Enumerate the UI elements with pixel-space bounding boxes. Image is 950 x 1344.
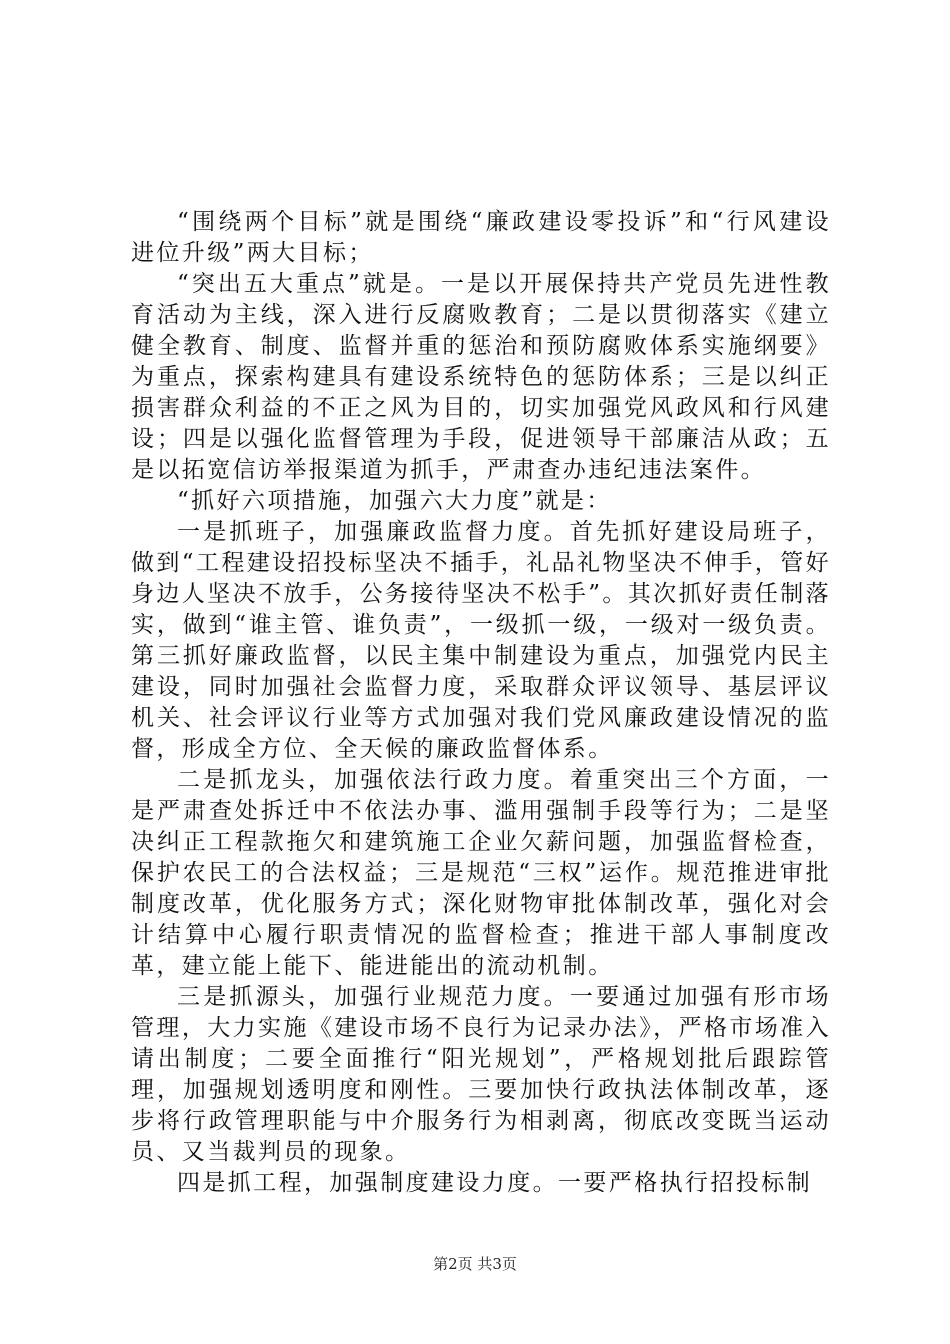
paragraph-measure-two: 二是抓龙头，加强依法行政力度。着重突出三个方面，一是严肃查处拆迁中不依法办事、滥用强制手段等行为；二是坚决纠正工程款拖欠和建筑施工企业欠薪问题，加强监督检查，保护农民工的合法权益；三是规范“三权”运作。规范推进审批制度改革，优化服务方式；深化财物审批体制改革，强化对会计结算中心履行职责情况的监督检查；推进干部人事制度改革，建立能上能下、能进能出的流动机制。 (131, 767, 831, 979)
paragraph-six-measures: “抓好六项措施，加强六大力度”就是： (177, 488, 612, 514)
body-text (131, 207, 831, 1199)
paragraph-five-priorities: “突出五大重点”就是。一是以开展保持共产党员先进性教育活动为主线，深入进行反腐败教育；二是以贯彻落实《建立健全教育、制度、监督并重的惩治和预防腐败体系实施纲要》为重点，探索构建具有建设系统特色的惩防体系；三是以纠正损害群众利益的不正之风为目的，切实加强党风政风和行风建设；四是以强化监督管理为手段，促进领导干部廉洁从政；五是以拓宽信访举报渠道为抓手，严肃查办违纪违法案件。 (131, 271, 831, 483)
paragraph-measure-three: 三是抓源头，加强行业规范力度。一要通过加强有形市场管理，大力实施《建设市场不良行为记录办法》，严格市场准入请出制度；二要全面推行“阳光规划”，严格规划批后跟踪管理，加强规划透明度和刚性。三要加快行政执法体制改革，逐步将行政管理职能与中介服务行为相剥离，彻底改变既当运动员、又当裁判员的现象。 (131, 984, 831, 1165)
page-number-footer: 第2页 共3页 (433, 1255, 517, 1273)
paragraph-measure-one: 一是抓班子，加强廉政监督力度。首先抓好建设局班子，做到“工程建设招投标坚决不插手，礼品礼物坚决不伸手，管好身边人坚决不放手，公务接待坚决不松手”。其次抓好责任制落实，做到“谁主管、谁负责”，一级抓一级，一级对一级负责。第三抓好廉政监督，以民主集中制建设为重点，加强党内民主建设，同时加强社会监督力度，采取群众评议领导、基层评议机关、社会评议行业等方式加强对我们党风廉政建设情况的监督，形成全方位、全天候的廉政监督体系。 (131, 519, 831, 762)
paragraph-measure-four: 四是抓工程，加强制度建设力度。一要严格执行招投标制 (177, 1170, 812, 1196)
paragraph-two-goals: “围绕两个目标”就是围绕“廉政建设零投诉”和“行风建设进位升级”两大目标； (131, 209, 831, 266)
